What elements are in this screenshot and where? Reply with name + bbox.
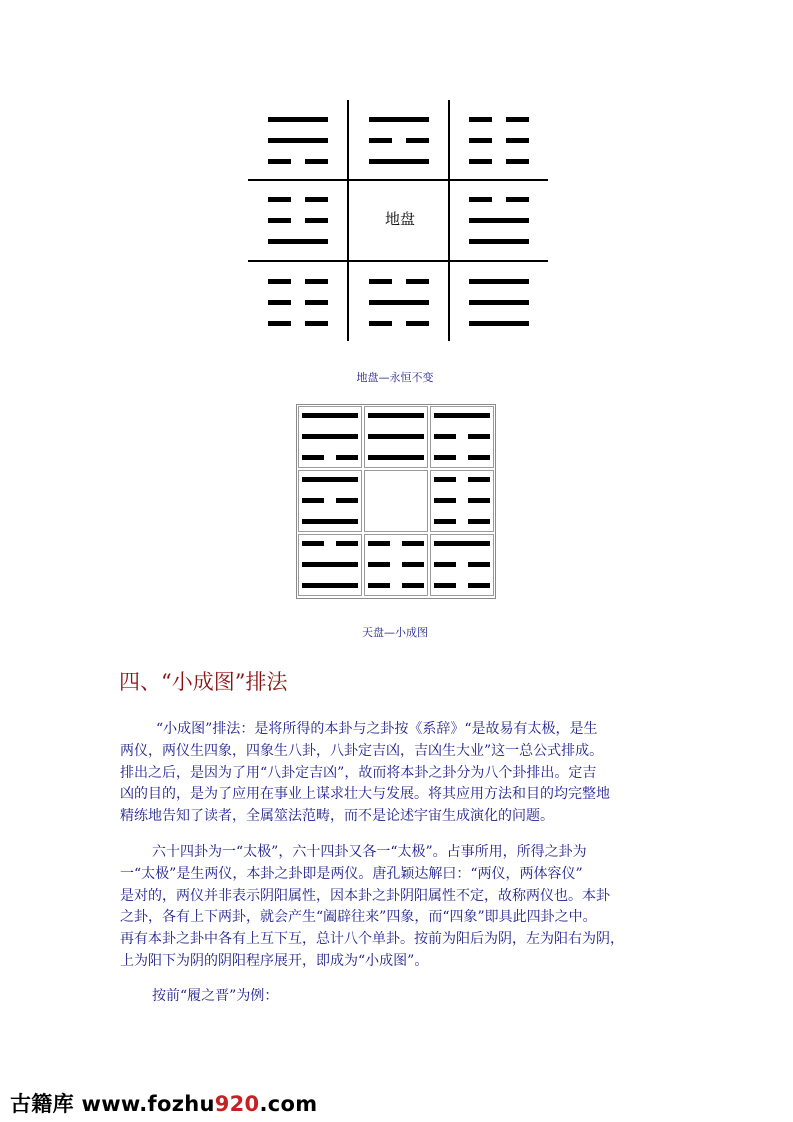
yin-line-segment — [368, 541, 390, 546]
yang-line — [469, 239, 529, 244]
yin-line-segment — [468, 455, 490, 460]
earth-trigram — [268, 117, 328, 164]
yin-line-segment — [506, 197, 529, 202]
yin-line-segment — [302, 455, 324, 460]
yang-line — [302, 477, 358, 482]
heaven-center-cell — [364, 470, 428, 532]
yin-line-segment — [336, 498, 358, 503]
yin-line-segment — [468, 519, 490, 524]
yin-line-segment — [402, 541, 424, 546]
yin-line-segment — [506, 117, 529, 122]
paragraph-line: 精练地告知了读者，全属筮法范畴，而不是论述宇宙生成演化的问题。 — [120, 808, 554, 825]
yin-line-segment — [268, 321, 291, 326]
yin-line-segment — [369, 321, 392, 326]
yin-line-segment — [468, 477, 490, 482]
heaven-trigram — [368, 541, 424, 588]
yang-line — [302, 583, 358, 588]
yin-line-segment — [406, 138, 429, 143]
yang-line — [302, 434, 358, 439]
yang-line — [369, 117, 429, 122]
yin-line-segment — [268, 300, 291, 305]
earth-plate-caption: 地盘—永恒不变 — [356, 371, 434, 384]
paragraph-line: 六十四卦为一“太极”，六十四卦又各一“太极”。占事所用，所得之卦为 — [152, 844, 587, 860]
grid-line-horizontal-top — [248, 179, 548, 181]
yang-line — [368, 455, 424, 460]
yin-line-segment — [434, 498, 456, 503]
yin-line-segment — [368, 562, 390, 567]
yang-line — [302, 519, 358, 524]
watermark-number: 920 — [214, 1092, 260, 1116]
yin-line-segment — [268, 197, 291, 202]
heaven-trigram — [302, 413, 358, 460]
heaven-trigram — [302, 477, 358, 524]
watermark-suffix: .com — [259, 1092, 318, 1116]
heaven-trigram — [434, 541, 490, 588]
yang-line — [469, 321, 529, 326]
yin-line-segment — [468, 434, 490, 439]
paragraph-line: 是对的，两仪并非表示阴阳属性，因本卦之卦阴阳属性不定，故称两仪也。本卦 — [120, 887, 610, 904]
yin-line-segment — [402, 562, 424, 567]
yin-line-segment — [468, 498, 490, 503]
yin-line-segment — [434, 455, 456, 460]
paragraph-line: 两仪，两仪生四象，四象生八卦，八卦定吉凶，吉凶生大业”这一总公式排成。 — [120, 742, 604, 759]
earth-plate-center-label: 地盘 — [384, 210, 415, 228]
earth-trigram — [369, 279, 429, 326]
watermark-prefix: 古籍库 www.fozhu — [10, 1092, 215, 1116]
heaven-trigram — [302, 541, 358, 588]
yang-line — [302, 413, 358, 418]
yin-line-segment — [434, 519, 456, 524]
yang-line — [469, 279, 529, 284]
yin-line-segment — [506, 159, 529, 164]
yang-line — [434, 541, 490, 546]
yin-line-segment — [434, 562, 456, 567]
earth-trigram — [268, 197, 328, 244]
grid-line-horizontal-bottom — [248, 260, 548, 262]
paragraph-3: 按前“履之晋”为例： — [152, 988, 279, 1004]
paragraph-1 — [120, 719, 673, 828]
yang-line — [434, 413, 490, 418]
paragraph-line: 之卦，各有上下两卦，就会产生“阖辟往来”四象，而“四象”即具此四卦之中。 — [120, 909, 597, 926]
earth-trigram — [369, 117, 429, 164]
yin-line-segment — [268, 279, 291, 284]
yang-line — [268, 138, 328, 143]
yin-line-segment — [406, 321, 429, 326]
heaven-trigram — [368, 413, 424, 460]
yin-line-segment — [305, 159, 328, 164]
paragraph-line: 上为阳下为阴的阴阳程序展开，即成为“小成图”。 — [120, 952, 429, 969]
yang-line — [368, 413, 424, 418]
paragraph-line: “小成图”排法：是将所得的本卦与之卦按《系辞》“是故易有太极，是生 — [156, 721, 598, 737]
yin-line-segment — [268, 159, 291, 164]
yin-line-segment — [336, 541, 358, 546]
yang-line — [369, 159, 429, 164]
yin-line-segment — [468, 583, 490, 588]
grid-line-vertical-left — [347, 100, 349, 341]
yang-line — [268, 239, 328, 244]
yin-line-segment — [302, 541, 324, 546]
yang-line — [368, 434, 424, 439]
yang-line — [469, 300, 529, 305]
earth-trigram — [469, 117, 529, 164]
earth-trigram — [268, 279, 328, 326]
yang-line — [469, 218, 529, 223]
site-watermark — [10, 1088, 317, 1118]
yin-line-segment — [369, 279, 392, 284]
paragraph-line: 再有本卦之卦中各有上互下互，总计八个单卦。按前为阳后为阴，左为阳右为阴， — [120, 931, 624, 948]
yin-line-segment — [369, 138, 392, 143]
section-heading: 四、“小成图”排法 — [119, 670, 288, 694]
yin-line-segment — [305, 279, 328, 284]
earth-trigram — [469, 197, 529, 244]
yin-line-segment — [468, 562, 490, 567]
yin-line-segment — [336, 455, 358, 460]
paragraph-line: 排出之后，是因为了用“八卦定吉凶”，故而将本卦之卦分为八个卦排出。定吉 — [120, 764, 597, 781]
heaven-plate-caption: 天盘—小成图 — [362, 626, 428, 639]
yin-line-segment — [305, 218, 328, 223]
yin-line-segment — [302, 498, 324, 503]
yin-line-segment — [305, 321, 328, 326]
yin-line-segment — [469, 159, 492, 164]
yang-line — [268, 117, 328, 122]
yin-line-segment — [434, 477, 456, 482]
yin-line-segment — [434, 583, 456, 588]
yin-line-segment — [402, 583, 424, 588]
paragraph-line: 凶的目的，是为了应用在事业上谋求壮大与发展。将其应用方法和目的均完整地 — [120, 786, 610, 803]
yang-line — [302, 562, 358, 567]
yin-line-segment — [506, 138, 529, 143]
yin-line-segment — [469, 138, 492, 143]
heaven-trigram — [434, 477, 490, 524]
yin-line-segment — [268, 218, 291, 223]
yang-line — [369, 300, 429, 305]
yin-line-segment — [368, 583, 390, 588]
yin-line-segment — [434, 434, 456, 439]
yin-line-segment — [305, 300, 328, 305]
paragraph-line: 一“太极”是生两仪，本卦之卦即是两仪。唐孔颖达解曰：“两仪，两体容仪” — [120, 865, 583, 882]
yin-line-segment — [305, 197, 328, 202]
earth-trigram — [469, 279, 529, 326]
yin-line-segment — [469, 197, 492, 202]
paragraph-2 — [120, 842, 673, 973]
grid-line-vertical-right — [448, 100, 450, 341]
heaven-trigram — [434, 413, 490, 460]
yin-line-segment — [406, 279, 429, 284]
yin-line-segment — [469, 117, 492, 122]
